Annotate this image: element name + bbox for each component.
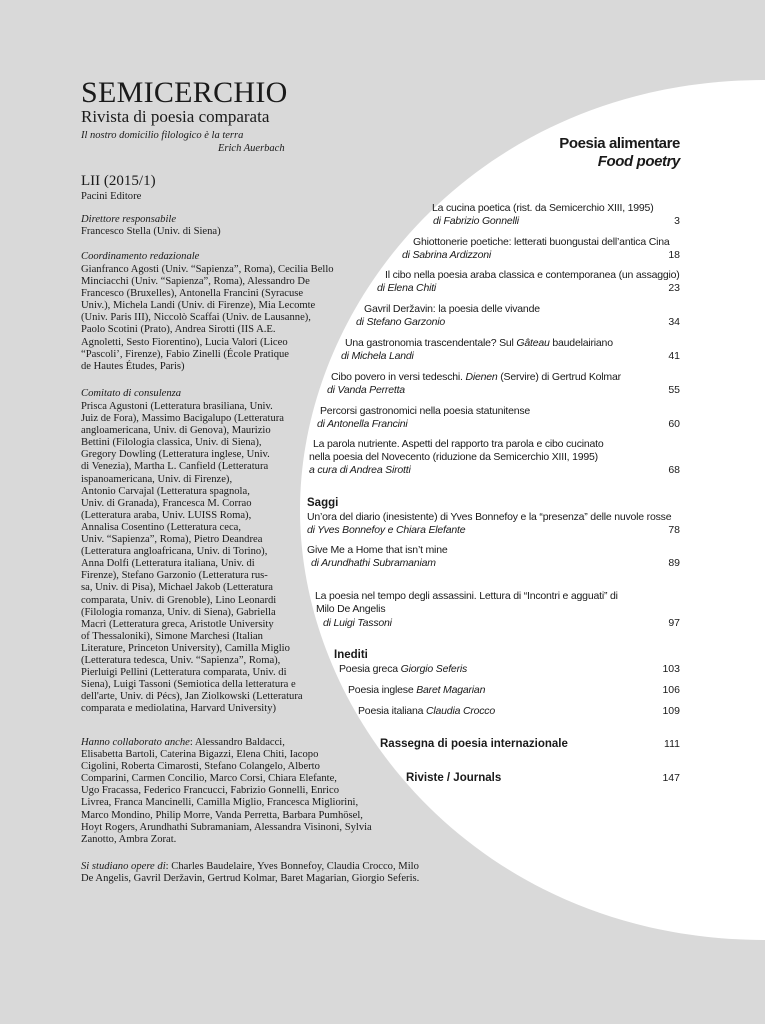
text-line: Ugo Fracassa, Federico Francucci, Fabrizio Gonnelli, Enrico [81,785,339,797]
text-line: Zanotto, Ambra Zorat. [81,833,177,845]
toc-entry-title: nella poesia del Novecento (riduzione da Semicerchio XIII, 1995) [309,451,598,463]
text-line: Firenze), Stefano Garzonio (Letteratura rus- [81,570,268,582]
theme-subtitle: Food poetry [597,153,680,170]
toc-entry-title: Give Me a Home that isn’t mine [307,544,448,556]
toc-entry-title: La parola nutriente. Aspetti del rapporto tra parola e cibo cucinato [313,438,604,450]
text-line: Gianfranco Agosti (Univ. “Sapienza”, Roma), Cecilia Bello [81,264,334,275]
publisher: Pacini Editore [81,191,142,202]
text-line: Siena), Luigi Tassoni (Semiotica della letteratura e [81,679,296,691]
text-line: dell'arte, Univ. di Pécs), Jan Ziolkowski (Letteratura [81,691,303,703]
toc-entry-title: La cucina poetica (rist. da Semicerchio XIII, 1995) [432,202,654,214]
text-line: Hoyt Rogers, Arundhathi Subramaniam, Alessandra Visinoni, Sylvia [81,821,372,833]
text-line: di Venezia), Martha L. Canfield (Letteratura [81,461,269,473]
toc-entry-title: Ghiottonerie poetiche: letterati buongustai dell’antica Cina [413,236,670,248]
toc-page-number: 23 [668,282,680,294]
magazine-subtitle: Rivista di poesia comparata [81,107,270,126]
collaboratori-text [81,737,433,846]
text-line: Univ. “Sapienza”, Roma), Pietro Deandrea [81,534,263,546]
toc-entry-title: Gavril Deržavin: la poesia delle vivande [364,303,540,315]
text-line: De Angelis, Gavril Deržavin, Gertrud Kolmar, Baret Magarian, Giorgio Seferis. [81,873,420,885]
motto: Il nostro domicilio filologico è la terra [81,130,244,141]
toc-entry-author: di Vanda Perretta [327,384,405,396]
toc-page-number: 41 [668,350,680,362]
toc-entry-author: di Elena Chiti [377,282,437,294]
text-line: Antonio Carvajal (Letteratura spagnola, [81,485,250,497]
text-line: Paolo Scotini (Prato), Andrea Sirotti (IIS A.E. [81,324,276,336]
text-line: Francesco (Bruxelles), Antonella Francini (Syracuse [81,288,304,300]
text-line: Univ. di Granada), Francesca M. Corrao [81,497,252,509]
text-line: (Letteratura angloafricana, Univ. di Torino), [81,546,268,558]
toc-page-number: 111 [664,738,680,750]
text-line: Gregory Dowling (Letteratura inglese, Univ. [81,449,270,461]
rassegna-heading: Rassegna di poesia internazionale [380,738,568,750]
toc-page-number: 55 [668,384,680,396]
toc-title-part: Poesia inglese [348,684,417,696]
toc-entry-author: di Arundhathi Subramaniam [311,557,436,569]
toc-page-number: 109 [662,705,680,717]
inediti-heading: Inediti [334,649,368,661]
text-line: Juiz de Fora), Massimo Bacigalupo (Letteratura [81,413,284,425]
text-line: Literature, Princeton University), Camilla Miglio [81,642,290,654]
text-line: Comparini, Carmen Concilio, Marco Corsi, Chiara Elefante, [81,773,337,785]
studiano-text [81,861,481,885]
toc-title-part: Gâteau [516,337,550,349]
text-line: Anna Dolfi (Letteratura italiana, Univ. di [81,558,255,570]
text-line: (Univ. Paris III), Niccolò Scaffai (Univ. de Lausanne), [81,312,311,324]
toc-entry-title: La poesia nel tempo degli assassini. Lettura di “Incontri e agguati” di [315,590,618,602]
toc-title-part: (Servire) di Gertrud Kolmar [497,371,621,383]
text-line: angloamericana, Univ. di Genova), Maurizio [81,425,271,437]
toc-page-number: 97 [668,617,680,629]
toc-entry-title: Milo De Angelis [316,603,386,615]
toc-title-part: Una gastronomia trascendentale? Sul [345,337,517,349]
text-line: sa, Univ. di Pisa), Michael Jakob (Letteratura [81,582,274,594]
toc-page-number: 60 [668,418,680,430]
theme-title: Poesia alimentare [559,135,680,152]
studiano-heading: Si studiano opere di [81,861,166,872]
toc-title-part: baudelairiano [549,337,613,349]
toc-title-part: Giorgio Seferis [400,663,468,675]
direttore-heading: Direttore responsabile [81,214,177,225]
toc-title-part: Baret Magarian [416,684,486,696]
text-line: Agnoletti, Sesto Fiorentino), Lucia Valori (Liceo [81,336,288,348]
text-line: (Filologia romanza, Univ. di Siena), Gabriella [81,606,276,618]
text-line: Livrea, Franca Mancinelli, Camilla Miglio, Francesca Migliorini, [81,797,359,809]
text-line: Macrì (Letteratura greca, Aristotle University [81,618,274,630]
text-line: ispanoamericana, Univ. di Firenze), [81,473,233,485]
toc-title-part: Claudia Crocco [426,705,495,717]
toc-page-number: 106 [662,684,680,696]
toc-entry-author: di Yves Bonnefoy e Chiara Elefante [307,524,466,536]
toc-entry-author: di Michela Landi [341,350,414,362]
toc-entry-title [331,371,621,383]
collaboratori-heading: Hanno collaborato anche [81,737,190,748]
toc-entry-author: di Stefano Garzonio [356,316,446,328]
text-line: “Pascoli’, Firenze), Fabio Zinelli (École Pratique [81,348,289,360]
studiano-first: : Charles Baudelaire, Yves Bonnefoy, Claudia Crocco, Milo [165,861,419,872]
toc-entry-author: di Antonella Francini [317,418,408,430]
direttore-text: Francesco Stella (Univ. di Siena) [81,226,221,237]
text-line [81,861,481,873]
text-line: (Letteratura araba, Univ. LUISS Roma), [81,509,252,521]
text-line: Marco Mondino, Philip Morre, Vanda Perretta, Barbara Pumhösel, [81,809,363,821]
riviste-heading: Riviste / Journals [406,772,502,784]
toc-entry-author: a cura di Andrea Sirotti [309,464,411,476]
toc-page-number: 147 [662,772,680,784]
text-line: Univ.), Michela Landi (Univ. di Firenze), Mia Lecomte [81,300,316,312]
text-line: (Letteratura tedesca, Univ. “Sapienza”, Roma), [81,654,281,666]
text-line: de Hautes Études, Paris) [81,360,185,372]
toc-entry-author: di Sabrina Ardizzoni [402,249,491,261]
toc-entry-title [345,337,613,349]
text-line: Annalisa Cosentino (Letteratura ceca, [81,521,242,533]
collaboratori-first: : Alessandro Baldacci, [189,737,285,748]
toc-page-number: 18 [668,249,680,261]
toc-page-number: 68 [668,464,680,476]
toc-entry-author: di Fabrizio Gonnelli [433,215,519,227]
toc-page-number: 78 [668,524,680,536]
toc-page-number: 103 [662,663,680,675]
motto-author: Erich Auerbach [218,143,285,154]
text-line: Elisabetta Bartoli, Caterina Bigazzi, Elena Chiti, Iacopo [81,749,319,761]
issue-number: LII (2015/1) [81,173,156,189]
saggi-heading: Saggi [307,497,339,509]
text-line: Prisca Agustoni (Letteratura brasiliana, Univ. [81,401,273,412]
comitato-heading: Comitato di consulenza [81,388,182,399]
toc-title-part: Poesia greca [339,663,401,675]
toc-entry-title: Il cibo nella poesia araba classica e contemporanea (un assaggio) [385,269,680,281]
text-line: comparata, Univ. di Grenoble), Lino Leonardi [81,594,277,606]
coordinamento-heading: Coordinamento redazionale [81,251,200,262]
toc-entry-title: Percorsi gastronomici nella poesia statunitense [320,405,531,417]
toc-title-part: Dienen [465,371,498,383]
text-line: comparata e mediolatina, Harvard University) [81,703,277,715]
text-line: of Thessaloniki), Simone Marchesi (Italian [81,630,263,642]
toc-title-part: Cibo povero in versi tedeschi. [331,371,466,383]
text-line: Cigolini, Roberta Cimarosti, Stefano Colangelo, Alberto [81,761,320,773]
text-line: Pierluigi Pellini (Letteratura comparata, Univ. di [81,667,287,679]
toc-entry-author: di Luigi Tassoni [323,617,392,629]
text-line: Bettini (Filologia classica, Univ. di Siena), [81,437,262,449]
text-line: Minciacchi (Univ. “Sapienza”, Roma), Alessandro De [81,276,310,288]
toc-page-number: 34 [668,316,680,328]
toc-page-number: 89 [668,557,680,569]
magazine-title: SEMICERCHIO [81,76,288,109]
toc-entry-title: Un’ora del diario (inesistente) di Yves Bonnefoy e la “presenza” delle nuvole rosse [307,511,672,523]
toc-title-part: Poesia italiana [358,705,427,717]
toc-page-number: 3 [674,215,680,227]
